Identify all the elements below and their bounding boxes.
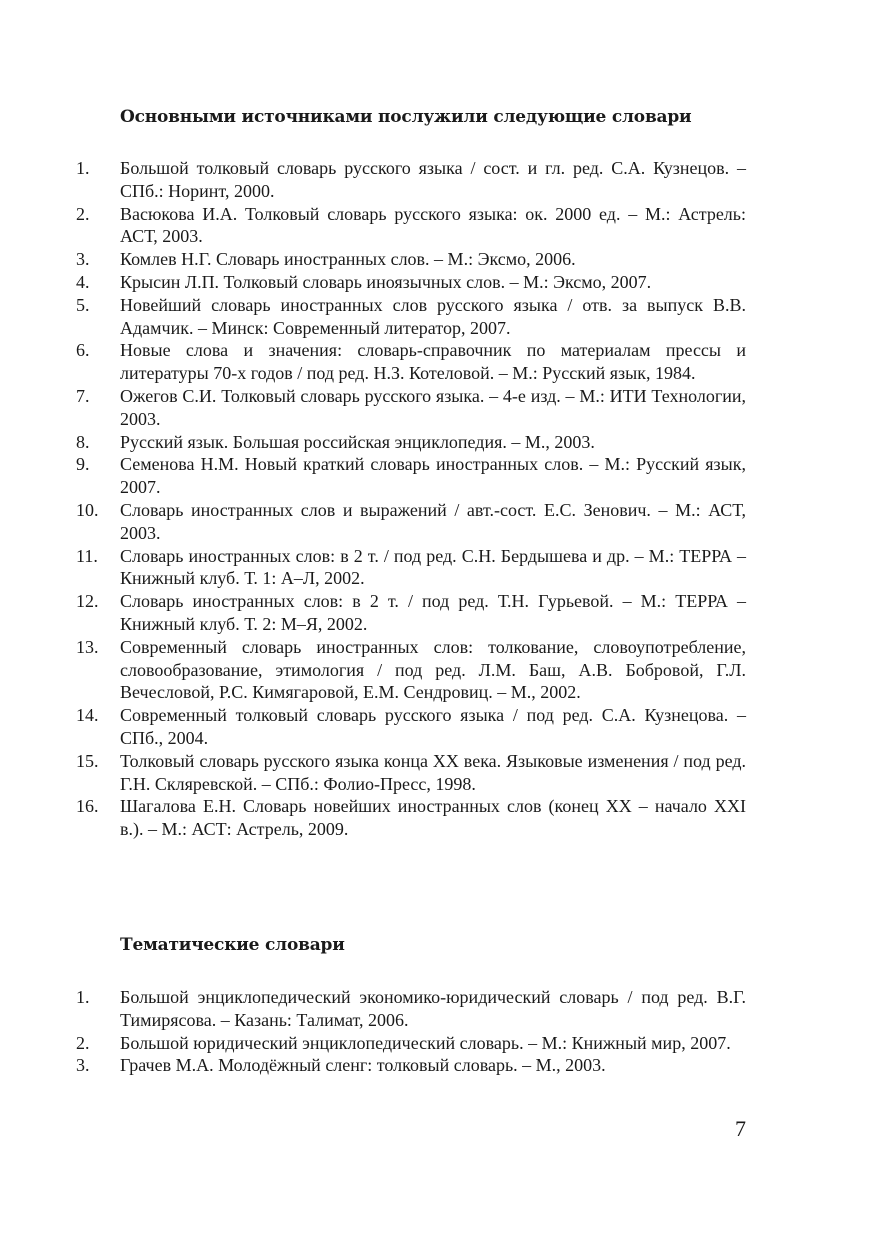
item-number: 7. <box>76 385 90 406</box>
item-text: Новые слова и значения: словарь-справочник по материалам прессы и литературы 70-х годов / под ред. Н.З. Котеловой. – М.: Русский язык, 1984. <box>120 340 746 384</box>
item-text: Грачев М.А. Молодёжный сленг: толковый словарь. – М., 2003. <box>120 1055 606 1076</box>
item-text: Большой энциклопедический экономико-юридический словарь / под ред. В.Г. Тимирясова. – Казань: Талимат, 2006. <box>120 987 746 1030</box>
item-text: Толковый словарь русского языка конца XX века. Языковые изменения / под ред. Г.Н. Скляревской. – СПб.: Фолио-Пресс, 1998. <box>120 750 746 794</box>
item-number: 3. <box>76 249 90 270</box>
item-text: Словарь иностранных слов и выражений / авт.-сост. Е.С. Зенович. – М.: АСТ, 2003. <box>120 499 746 543</box>
list-item <box>76 453 746 499</box>
main-sources-list <box>76 157 746 841</box>
list-item <box>76 704 746 750</box>
item-number: 10. <box>76 499 99 520</box>
list-item <box>76 795 746 841</box>
list-item <box>76 1032 746 1055</box>
item-number: 1. <box>76 158 90 178</box>
list-item <box>76 1054 746 1077</box>
item-text: Большой толковый словарь русского языка / сост. и гл. ред. С.А. Кузнецов. – СПб.: Норинт, 2000. <box>120 158 746 201</box>
list-item <box>76 203 746 249</box>
list-item <box>76 294 746 340</box>
item-text: Крысин Л.П. Толковый словарь иноязычных слов. – М.: Эксмо, 2007. <box>120 271 652 292</box>
item-text: Новейший словарь иностранных слов русского языка / отв. за выпуск В.В. Адамчик. – Минск: Современный литератор, 2007. <box>120 294 746 338</box>
item-number: 3. <box>76 1055 90 1076</box>
item-text: Современный толковый словарь русского языка / под ред. С.А. Кузнецова. – СПб., 2004. <box>120 705 746 748</box>
item-text: Ожегов С.И. Толковый словарь русского языка. – 4-е изд. – М.: ИТИ Технологии, 2003. <box>120 385 746 429</box>
item-number: 4. <box>76 271 90 292</box>
item-text: Комлев Н.Г. Словарь иностранных слов. – М.: Эксмо, 2006. <box>120 249 576 270</box>
item-number: 11. <box>76 545 98 566</box>
item-text: Современный словарь иностранных слов: толкование, словоупотребление, словообразование, этимология / под ред. Л.М. Баш, А.В. Бобровой, Г.Л. Вечесловой, Р.С. Кимягаровой, Е.М. Сендровиц. – М., 2002. <box>120 636 746 703</box>
list-item <box>76 636 746 704</box>
thematic-dictionaries-list <box>76 986 746 1077</box>
item-text: Русский язык. Большая российская энциклопедия. – М., 2003. <box>120 431 595 452</box>
item-text: Семенова Н.М. Новый краткий словарь иностранных слов. – М.: Русский язык, 2007. <box>120 454 746 498</box>
item-text: Васюкова И.А. Толковый словарь русского языка: ок. 2000 ед. – М.: Астрель: АСТ, 2003. <box>120 203 746 247</box>
list-item <box>76 986 746 1032</box>
list-item <box>76 271 746 294</box>
item-text: Словарь иностранных слов: в 2 т. / под ред. Т.Н. Гурьевой. – М.: ТЕРРА – Книжный клуб. Т. 2: М–Я, 2002. <box>120 591 746 634</box>
item-number: 9. <box>76 454 90 475</box>
item-number: 6. <box>76 340 90 361</box>
list-item <box>76 385 746 431</box>
item-number: 16. <box>76 796 99 817</box>
section-heading-thematic: Тематические словари <box>120 935 345 955</box>
page-number: 7 <box>735 1116 746 1141</box>
item-number: 5. <box>76 294 90 315</box>
list-item <box>76 499 746 545</box>
item-number: 12. <box>76 591 99 612</box>
item-number: 13. <box>76 636 99 657</box>
item-text: Словарь иностранных слов: в 2 т. / под ред. С.Н. Бердышева и др. – М.: ТЕРРА – Книжный клуб. Т. 1: А–Л, 2002. <box>120 545 746 589</box>
list-item <box>76 248 746 271</box>
item-number: 8. <box>76 431 90 452</box>
list-item <box>76 339 746 385</box>
item-number: 1. <box>76 987 90 1007</box>
section-heading-main-sources: Основными источниками послужили следующие словари <box>120 107 692 127</box>
item-number: 2. <box>76 203 90 224</box>
list-item <box>76 545 746 591</box>
item-number: 15. <box>76 750 99 771</box>
item-text: Большой юридический энциклопедический словарь. – М.: Книжный мир, 2007. <box>120 1032 731 1053</box>
list-item <box>76 750 746 796</box>
item-text: Шагалова Е.Н. Словарь новейших иностранных слов (конец XX – начало XXI в.). – М.: АСТ: Астрель, 2009. <box>120 796 746 840</box>
list-item <box>76 590 746 636</box>
item-number: 2. <box>76 1032 90 1053</box>
list-item <box>76 431 746 454</box>
list-item <box>76 157 746 203</box>
item-number: 14. <box>76 705 99 726</box>
